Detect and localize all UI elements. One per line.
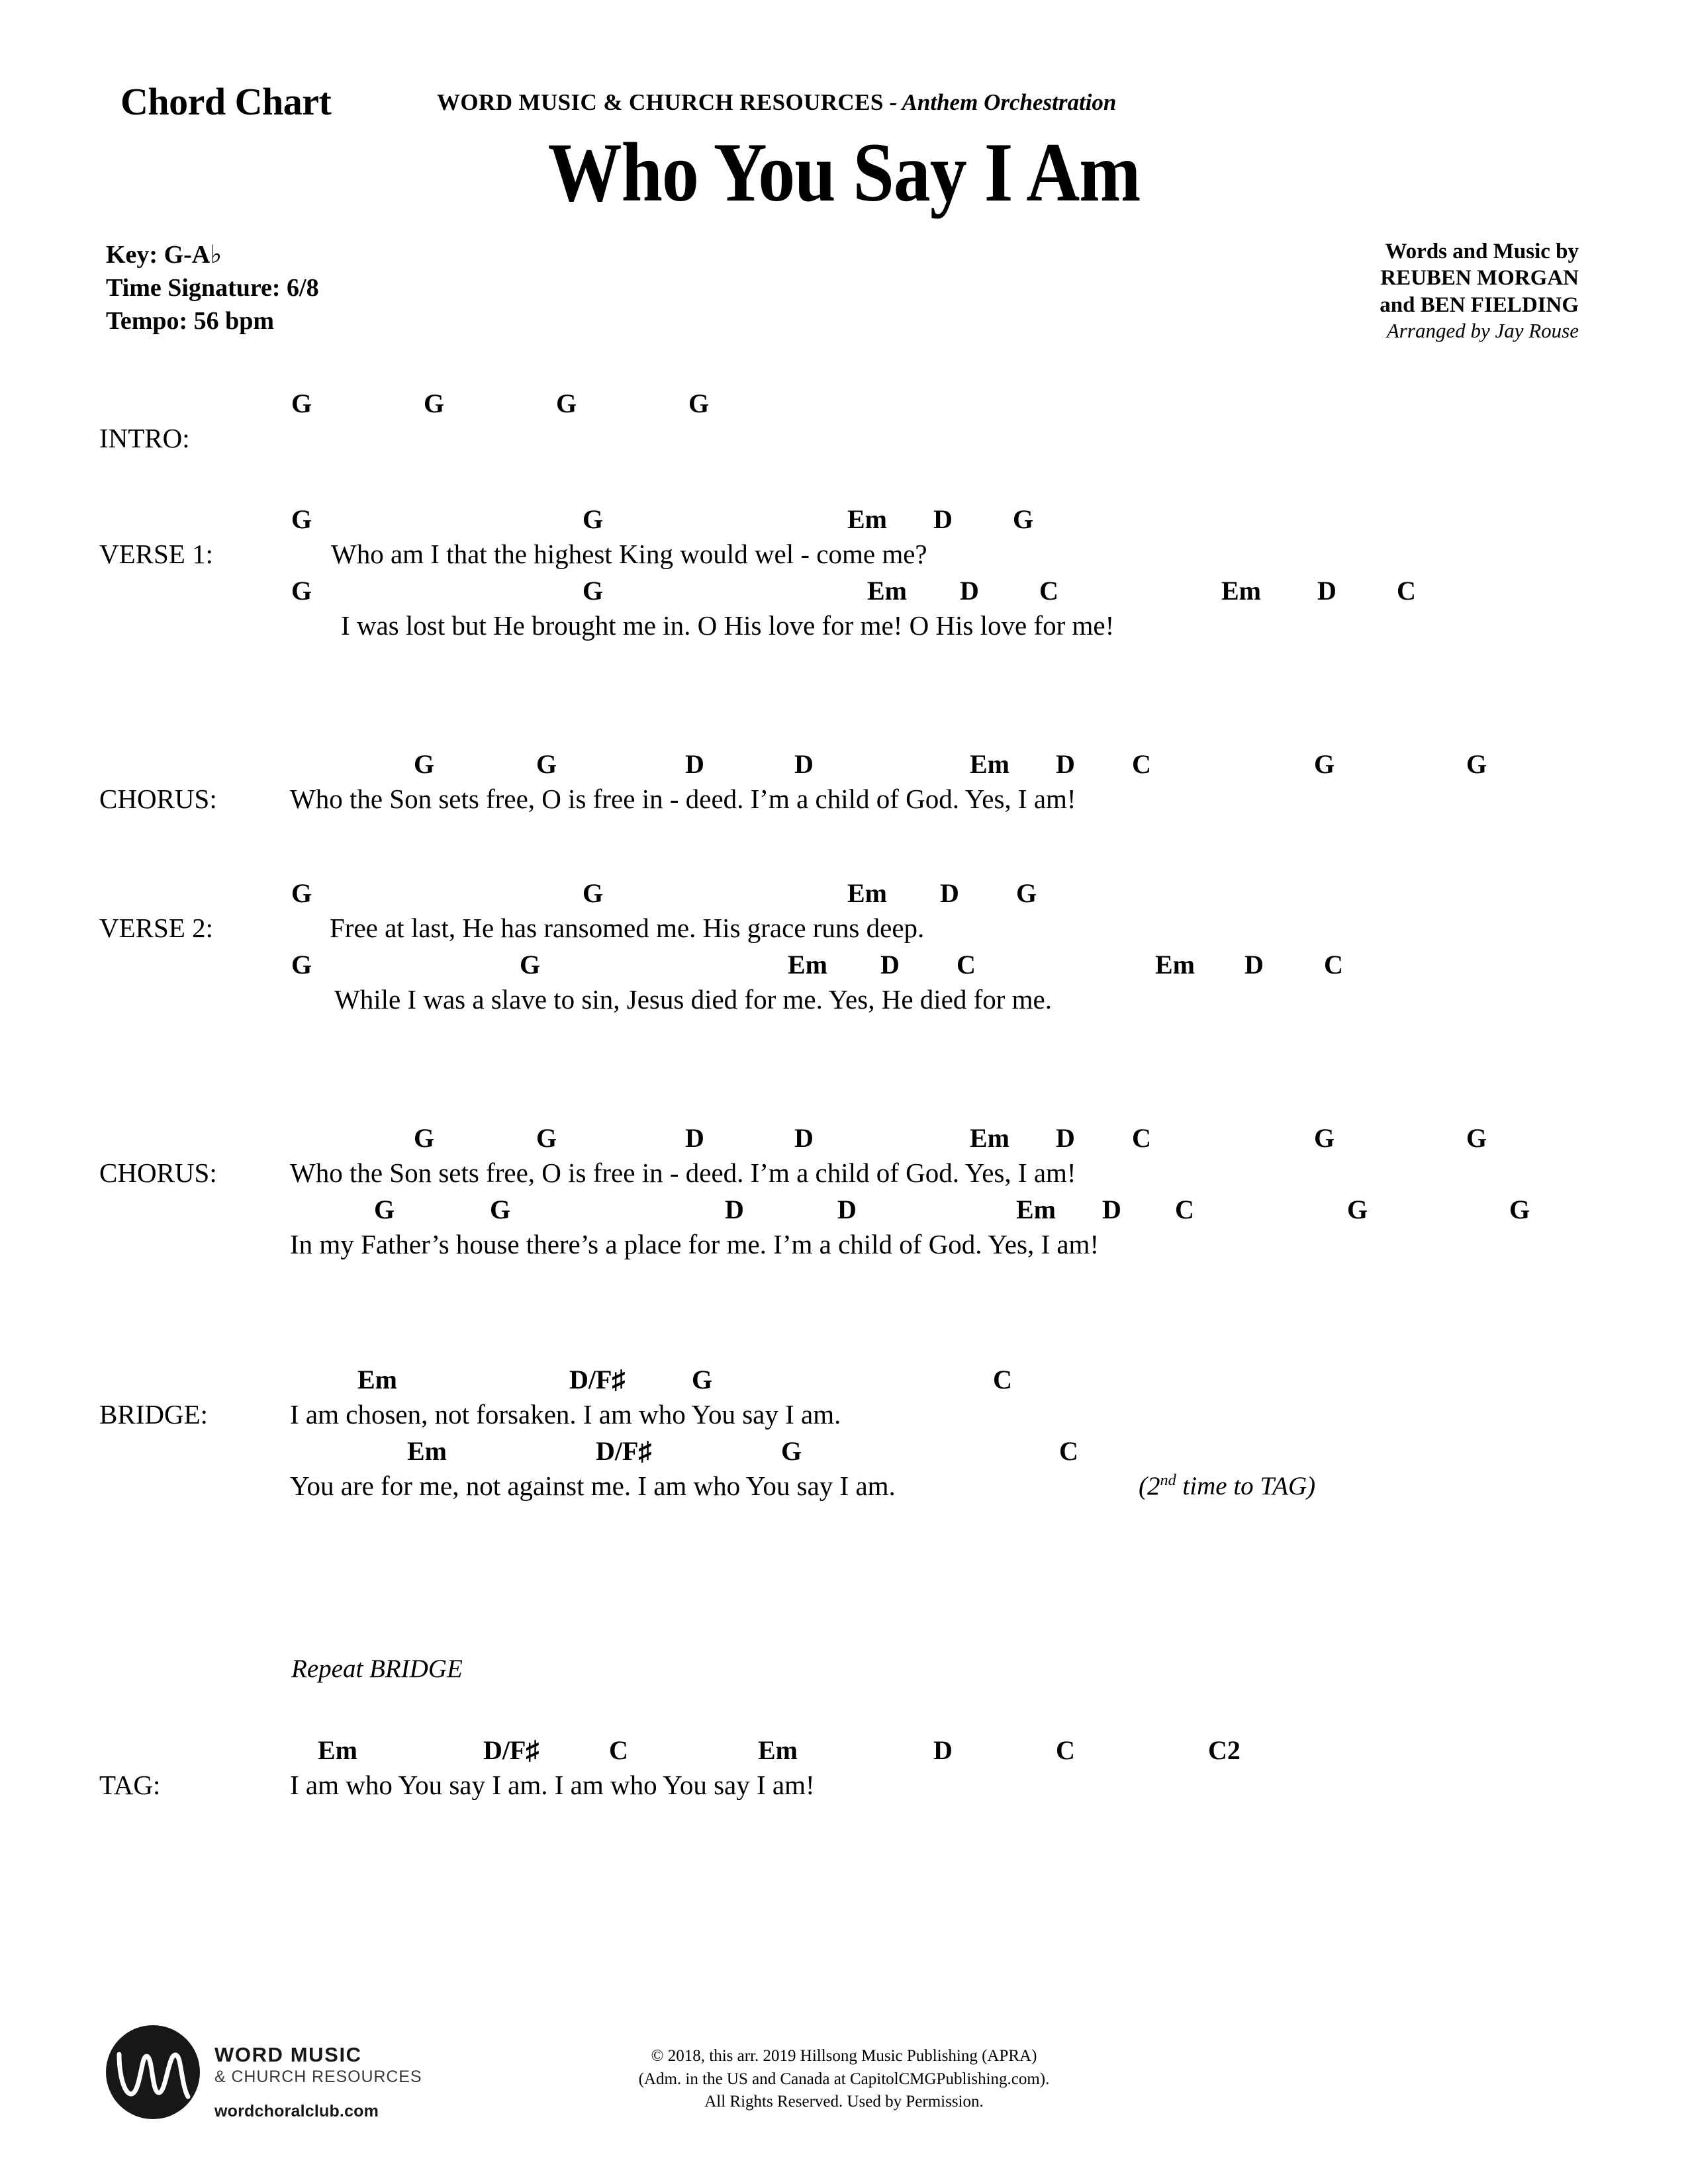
section-label: TAG:: [99, 1770, 161, 1800]
song-section: [0, 1367, 1688, 1510]
chord-symbol: D: [1056, 1123, 1075, 1153]
chord-symbol: G: [583, 504, 604, 534]
chord-symbol: D: [1102, 1195, 1121, 1224]
chord-row: [0, 390, 1688, 425]
chord-lyric-line: [0, 1438, 1688, 1510]
publisher-name: WORD MUSIC & CHURCH RESOURCES: [437, 89, 884, 115]
chord-symbol: C: [1059, 1436, 1078, 1466]
chord-row: [0, 952, 1688, 986]
chord-symbol: Em: [847, 878, 887, 908]
lyric-text: You are for me, not against me. I am who You say I am.: [290, 1471, 896, 1501]
section-label: BRIDGE:: [99, 1399, 208, 1430]
chord-lyric-line: [0, 1737, 1688, 1809]
song-section: [0, 390, 1688, 462]
chord-lyric-line: [0, 880, 1688, 952]
song-title: Who You Say I Am: [547, 126, 1141, 220]
lyric-text: In my Father’s house there’s a place for me. I’m a child of God. Yes, I am!: [290, 1229, 1100, 1259]
section-label: VERSE 1:: [99, 539, 213, 569]
chord-symbol: G: [583, 878, 604, 908]
page-footer: [0, 2012, 1688, 2144]
chord-symbol: G: [424, 388, 445, 418]
chord-row: [0, 1367, 1688, 1401]
chord-row: [0, 1621, 1688, 1656]
chord-symbol: C: [1132, 1123, 1151, 1153]
chord-symbol: G: [291, 878, 312, 908]
copyright-block: [0, 2045, 1688, 2114]
lyric-row: [0, 1231, 1688, 1268]
section-label: INTRO:: [99, 423, 190, 453]
credits-heading: Words and Music by: [1385, 240, 1579, 263]
chord-symbol: G: [1466, 1123, 1487, 1153]
chord-symbol: G: [583, 576, 604, 606]
chord-symbol: Em: [970, 749, 1009, 779]
chord-symbol: G: [291, 576, 312, 606]
lyric-row: [0, 915, 1688, 952]
chord-symbol: D: [940, 878, 959, 908]
chord-symbol: G: [1314, 749, 1335, 779]
chord-symbol: D: [794, 749, 814, 779]
chord-row: [0, 578, 1688, 612]
performance-note: Repeat BRIDGE: [291, 1655, 463, 1683]
chord-symbol: C: [1397, 576, 1416, 606]
chord-symbol: D/F♯: [569, 1365, 626, 1394]
chord-symbol: D/F♯: [596, 1436, 652, 1466]
chord-lyric-line: [0, 952, 1688, 1023]
chord-symbol: D/F♯: [483, 1735, 539, 1765]
chord-symbol: G: [291, 388, 312, 418]
chord-row: [0, 880, 1688, 915]
lyric-text: I am who You say I am. I am who You say I am!: [290, 1770, 815, 1800]
chord-symbol: G: [414, 749, 435, 779]
chord-symbol: G: [536, 1123, 557, 1153]
chord-symbol: Em: [1155, 950, 1195, 979]
tempo-value: Tempo: 56 bpm: [106, 307, 275, 336]
lyric-row: [0, 1656, 1688, 1693]
chord-symbol: Em: [847, 504, 887, 534]
credits-block: [1380, 238, 1579, 343]
chord-symbol: D: [685, 749, 704, 779]
section-label: CHORUS:: [99, 784, 217, 814]
copyright-line-1: © 2018, this arr. 2019 Hillsong Music Publishing (APRA): [651, 2047, 1037, 2065]
chord-symbol: Em: [867, 576, 907, 606]
song-section: [0, 751, 1688, 823]
ordinal-superscript: nd: [1160, 1471, 1176, 1489]
chord-row: [0, 1197, 1688, 1231]
chord-symbol: Em: [407, 1436, 447, 1466]
chord-symbol: C: [993, 1365, 1012, 1394]
performance-note: (2nd time to TAG): [1139, 1471, 1316, 1500]
chord-symbol: D: [933, 1735, 953, 1765]
lyric-row: [0, 541, 1688, 578]
chord-lyric-line: [0, 1621, 1688, 1693]
composer-one: REUBEN MORGAN: [1380, 266, 1579, 291]
chord-symbol: D: [1317, 576, 1336, 606]
lyric-text: I am chosen, not forsaken. I am who You say I am.: [290, 1399, 841, 1430]
chord-symbol: D: [933, 504, 953, 534]
chord-symbol: C: [1324, 950, 1343, 979]
chord-symbol: C: [1056, 1735, 1075, 1765]
arranger: Arranged by Jay Rouse: [1386, 318, 1579, 342]
chord-symbol: G: [291, 504, 312, 534]
chord-symbol: G: [1466, 749, 1487, 779]
section-label: VERSE 2:: [99, 913, 213, 943]
lyric-text: Free at last, He has ransomed me. His grace runs deep.: [330, 913, 925, 943]
chord-symbol: C: [609, 1735, 628, 1765]
lyric-text: While I was a slave to sin, Jesus died for me. Yes, He died for me.: [334, 984, 1052, 1015]
chord-symbol: C: [1039, 576, 1058, 606]
chord-lyric-line: [0, 578, 1688, 649]
chord-symbol: G: [1314, 1123, 1335, 1153]
chord-symbol: G: [688, 388, 710, 418]
chord-symbol: D: [794, 1123, 814, 1153]
chord-symbol: D: [1056, 749, 1075, 779]
key-value: Key: G-A♭: [106, 241, 222, 269]
lyric-text: Who the Son sets free, O is free in - deed. I’m a child of God. Yes, I am!: [290, 1158, 1076, 1188]
chord-lyric-line: [0, 1367, 1688, 1438]
chord-symbol: Em: [318, 1735, 357, 1765]
copyright-line-3: All Rights Reserved. Used by Permission.: [704, 2093, 984, 2111]
chord-lyric-line: [0, 1125, 1688, 1197]
chord-symbol: Em: [788, 950, 827, 979]
section-label: CHORUS:: [99, 1158, 217, 1188]
lyric-row: [0, 1473, 1688, 1510]
lyric-text: I was lost but He brought me in. O His love for me! O His love for me!: [341, 610, 1115, 641]
chord-symbol: G: [1347, 1195, 1368, 1224]
page-header: [0, 79, 1688, 220]
chord-symbol: C2: [1208, 1735, 1241, 1765]
publisher-suffix: - Anthem Orchestration: [883, 89, 1117, 115]
lyric-text: Who am I that the highest King would wel - come me?: [331, 539, 927, 569]
lyric-row: [0, 986, 1688, 1023]
chord-symbol: D: [960, 576, 979, 606]
chord-symbol: G: [1509, 1195, 1530, 1224]
chord-symbol: G: [291, 950, 312, 979]
lyric-row: [0, 786, 1688, 823]
song-section: [0, 506, 1688, 649]
chord-symbol: D: [880, 950, 900, 979]
chord-symbol: Em: [970, 1123, 1009, 1153]
chord-symbol: G: [520, 950, 541, 979]
chord-row: [0, 1737, 1688, 1772]
chord-symbol: C: [957, 950, 976, 979]
lyric-row: [0, 1401, 1688, 1438]
chord-row: [0, 1438, 1688, 1473]
chord-lyric-line: [0, 506, 1688, 578]
chord-symbol: G: [692, 1365, 713, 1394]
lyric-row: [0, 612, 1688, 649]
chord-symbol: Em: [1221, 576, 1261, 606]
chord-symbol: G: [1016, 878, 1037, 908]
chord-symbol: G: [490, 1195, 511, 1224]
song-section: [0, 880, 1688, 1023]
composer-two: and BEN FIELDING: [1380, 293, 1579, 317]
song-section: [0, 1621, 1688, 1693]
time-signature-value: Time Signature: 6/8: [106, 274, 319, 302]
copyright-line-2: (Adm. in the US and Canada at CapitolCMGPublishing.com).: [638, 2070, 1050, 2088]
chord-symbol: G: [556, 388, 577, 418]
lyric-row: [0, 1772, 1688, 1809]
chord-symbol: C: [1132, 749, 1151, 779]
chord-lyric-line: [0, 751, 1688, 823]
chord-symbol: G: [1013, 504, 1034, 534]
chord-chart-label: Chord Chart: [120, 80, 332, 123]
chord-row: [0, 506, 1688, 541]
lyric-row: [0, 425, 1688, 462]
song-meta: [106, 238, 319, 338]
publisher-line: [437, 89, 1116, 116]
chord-lyric-line: [0, 390, 1688, 462]
lyric-text: Who the Son sets free, O is free in - deed. I’m a child of God. Yes, I am!: [290, 784, 1076, 814]
chord-row: [0, 1125, 1688, 1160]
chord-symbol: Em: [1016, 1195, 1056, 1224]
lyric-row: [0, 1160, 1688, 1197]
song-section: [0, 1737, 1688, 1809]
chord-row: [0, 751, 1688, 786]
logo-website[interactable]: wordchoralclub.com: [214, 2101, 379, 2120]
chord-symbol: Em: [357, 1365, 397, 1394]
chord-symbol: C: [1175, 1195, 1194, 1224]
chord-lyric-line: [0, 1197, 1688, 1268]
chord-symbol: G: [414, 1123, 435, 1153]
chord-symbol: Em: [758, 1735, 798, 1765]
logo-name-line-1: WORD MUSIC: [214, 2043, 362, 2066]
chord-symbol: G: [536, 749, 557, 779]
chord-symbol: D: [725, 1195, 744, 1224]
chord-symbol: G: [374, 1195, 395, 1224]
chord-symbol: D: [685, 1123, 704, 1153]
chord-symbol: D: [1244, 950, 1264, 979]
song-section: [0, 1125, 1688, 1268]
logo-name-line-2: & CHURCH RESOURCES: [214, 2067, 422, 2086]
chord-symbol: G: [781, 1436, 802, 1466]
chord-symbol: D: [837, 1195, 857, 1224]
